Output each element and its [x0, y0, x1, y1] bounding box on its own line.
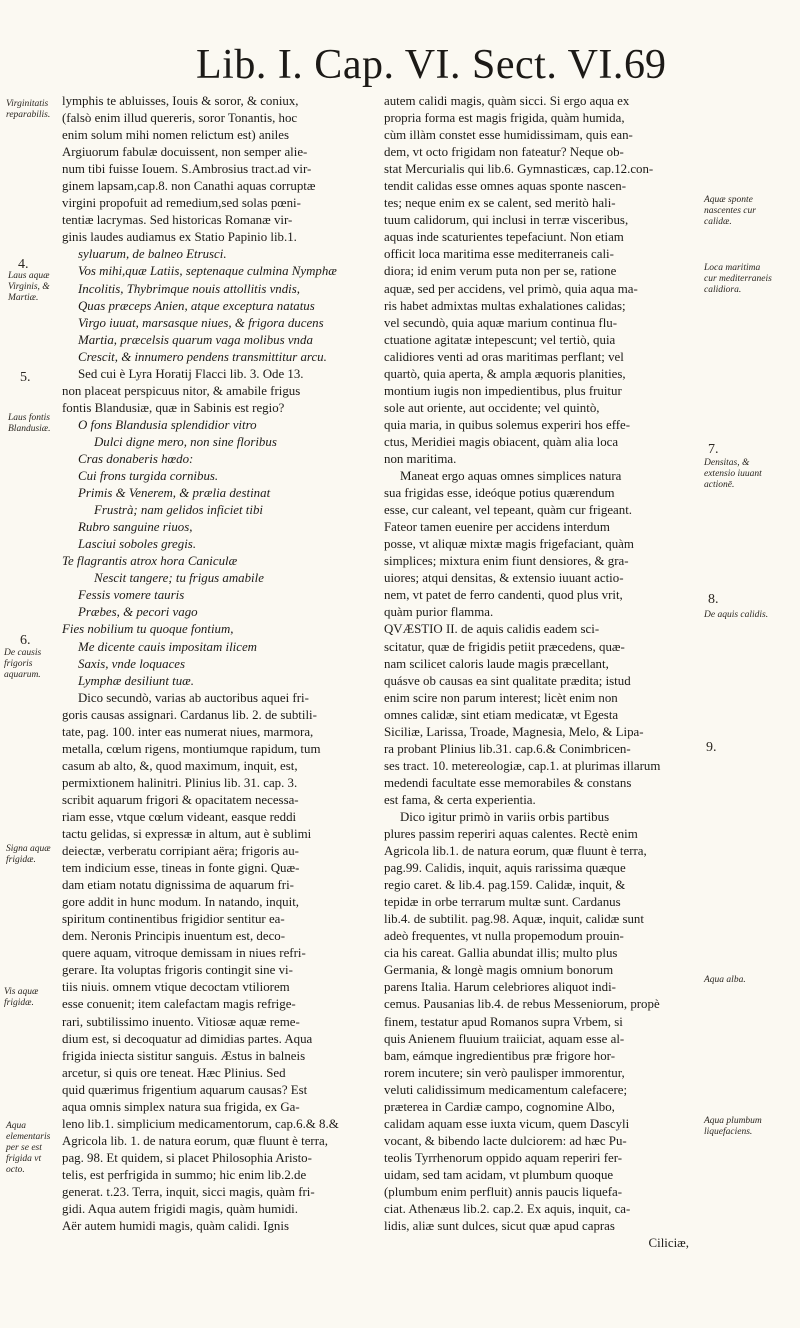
- margin-note: [8, 271, 60, 304]
- text-line: pag. 98. Et quidem, si placet Philosophia Aristo-: [62, 1150, 312, 1165]
- verse-line: Lymphæ desiliunt tuæ.: [78, 673, 194, 688]
- text-line: ginem lapsam,cap.8. non Canathi aquas corruptæ: [62, 179, 316, 194]
- margin-note: [704, 458, 774, 491]
- text-line: diora; id enim verum puta non per se, ratione: [384, 264, 617, 279]
- verse-line: Rubro sanguine riuos,: [78, 520, 193, 535]
- text-line: telis, est perfrigida in summo; hic enim lib.2.de: [62, 1167, 307, 1182]
- text-line: Agricola lib. 1. de natura eorum, quæ fluunt è terra,: [62, 1133, 328, 1148]
- verse-line: Fies nobilium tu quoque fontium,: [62, 622, 234, 637]
- verse-line: Cui frons turgida cornibus.: [78, 469, 219, 484]
- text-line: ctuatione agitatæ intepescunt; vel tertiò, quia: [384, 332, 616, 347]
- text-line: ctus, Meridiei magis obiacent, quàm alia loca: [384, 434, 619, 449]
- text-line: non maritima.: [384, 451, 457, 466]
- text-line: esse conuenit; item calefactam magis refrige-: [62, 997, 296, 1012]
- verse-line: Te flagrantis atrox hora Caniculæ: [62, 554, 238, 569]
- text-line: lidis, aliæ sunt dulces, sicut quæ apud capras: [384, 1219, 615, 1234]
- text-line: calidam aquam esse iuxta vicum, quem Dascyli: [384, 1116, 630, 1131]
- section-number: 8.: [708, 592, 719, 607]
- text-line: autem calidi magis, quàm sicci. Si ergo aqua ex: [384, 94, 630, 108]
- text-line: quid quærimus frigentium aquarum causas? Est: [62, 1082, 308, 1097]
- text-line: posse, vt aliquæ mixtæ magis frigefaciant, quàm: [384, 537, 634, 552]
- section-number: 6.: [20, 633, 31, 648]
- text-line: permixtionem halinitri. Plinius lib. 31. cap. 3.: [62, 775, 298, 790]
- text-line: ses tract. 10. metereologiæ, cap.1. at plurimas illarum: [384, 758, 661, 773]
- text-line: pag.99. Calidis, inquit, aquis rarissima quæque: [384, 861, 626, 876]
- text-line: Ciliciæ,: [648, 1236, 689, 1251]
- text-line: tentiæ lacrymas. Sed historicas Romanæ vir-: [62, 213, 293, 228]
- margin-note-text: Densitas, & extensio iuuant actionē.: [704, 458, 762, 490]
- verse-line: O fons Blandusia splendidior vitro: [78, 417, 257, 432]
- margin-note: [704, 610, 774, 621]
- text-line: simplices; mixtura enim fiunt densiores, & gra-: [384, 554, 629, 569]
- margin-note-text: Aqua elementaris per se est frigida vt octo.: [6, 1121, 51, 1175]
- text-line: sole aut oriente, aut occidente; vel quintò,: [384, 400, 600, 415]
- text-line: ginis laudes audiamus ex Statio Papinio lib.1.: [62, 230, 297, 245]
- margin-note-text: De aquis calidis.: [704, 610, 769, 620]
- text-line: Fateor tamen euenire per accidens interdum: [384, 520, 610, 535]
- text-line: bam, eámque ingredientibus præ frigore hor-: [384, 1048, 615, 1063]
- text-line: teolis Tyrrhenorum oppido aquam reperiri fer-: [384, 1150, 623, 1165]
- text-line: montium iugis non impedientibus, plus fruitur: [384, 383, 622, 398]
- margin-note: [6, 1121, 60, 1176]
- text-line: vel secundò, quia aquæ marium continua flu-: [384, 315, 618, 330]
- margin-note-text: Laus aquæ Virginis, & Martiæ.: [8, 271, 50, 303]
- verse-line: Nescit tangere; tu frigus amabile: [94, 571, 264, 586]
- text-line: riam esse, vtque cœlum videant, easque reddi: [62, 809, 297, 824]
- text-line: scitatur, quæ de frigidis petiit præcedens, quæ-: [384, 639, 625, 654]
- text-line: nam scilicet caloris laude magis præcellant,: [384, 656, 609, 671]
- text-line: aquas inde scaturientes tepefaciunt. Non etiam: [384, 230, 624, 245]
- text-line: dem, vt octo frigidam non fateatur? Neque ob-: [384, 145, 624, 160]
- text-line: regio caret. & lib.4. pag.159. Calidæ, inquit, &: [384, 878, 626, 893]
- text-line: plures passim reperiri aquas calentes. Rectè enim: [384, 827, 638, 842]
- margin-note: [6, 99, 60, 121]
- text-line: dem. Neronis Principis inuentum est, deco-: [62, 929, 286, 944]
- text-line: Siciliæ, Larissa, Troade, Magnesia, Melo, & Lipa-: [384, 724, 644, 739]
- text-line: virgini propofuit ad remedium,sed solas pœni-: [62, 196, 301, 211]
- text-line: vocant, & bibendo lacte dulciorem: ad hæc Pu-: [384, 1133, 627, 1148]
- margin-note-text: Laus fontis Blandusiæ.: [8, 413, 51, 434]
- verse-line: Me dicente cauis impositam ilicem: [78, 639, 257, 654]
- text-line: tem indicium esse, tineas in fonte gigni. Quæ-: [62, 861, 300, 876]
- right-text-column: [384, 93, 689, 1252]
- text-line: veluti calidissimum medicamentum calefacere;: [384, 1082, 628, 1097]
- text-line: deiectæ, verberatu corripiant aëra; frigoris au-: [62, 844, 299, 859]
- text-line: tactu gelidas, si expressæ in altum, aut è sublimi: [62, 827, 312, 842]
- text-line: enim solum mihi nomen relictum est) aniles: [62, 128, 289, 143]
- text-line: præterea in Cardiæ campo, cognomine Albo,: [384, 1099, 615, 1114]
- text-line: syluarum, de balneo Etrusci.: [78, 247, 227, 262]
- text-line: rari, subtilissimo inuento. Vitiosæ aquæ reme-: [62, 1014, 300, 1029]
- verse-line: Virgo iuuat, marsasque niues, & frigora ducens: [78, 315, 324, 330]
- text-line: goris causas assignari. Cardanus lib. 2. de subtili-: [62, 707, 317, 722]
- section-number: 5.: [20, 370, 31, 385]
- margin-note-text: Virginitatis reparabilis.: [6, 99, 51, 120]
- verse-line: Præbes, & pecori vago: [78, 605, 198, 620]
- text-line: aquæ, sed per accidens, vel primò, quia aqua ma-: [384, 281, 638, 296]
- margin-note-text: Signa aquæ frigidæ.: [6, 844, 51, 865]
- verse-line: Fessis vomere tauris: [78, 588, 185, 603]
- text-line: (plumbum enim perfluit) annis paucis liquefa-: [384, 1185, 623, 1199]
- text-line: lymphis te abluisses, Iouis & soror, & coniux,: [62, 94, 299, 108]
- verse-line: Incolitis, Thybrimque nouis attollitis vndis,: [78, 281, 301, 296]
- text-line: Argiuorum fabulæ docuissent, non semper alie-: [62, 145, 308, 160]
- running-title: Lib. I. Cap. VI. Sect. VI.: [196, 42, 624, 88]
- text-line: gidi. Aqua autem frigidi magis, quàm humidi.: [62, 1202, 298, 1217]
- text-line: sua frigidas esse, ideóque potius quærendum: [384, 486, 615, 501]
- verse-line: Quas præceps Anien, atque exceptura natatus: [78, 298, 315, 313]
- margin-note-text: Loca maritima cur mediterraneis calidiora.: [704, 263, 772, 295]
- text-line: fontis Blandusiæ, quæ in Sabinis est regio?: [62, 400, 285, 415]
- text-line: enim scire non parum interest; licèt enim non: [384, 690, 618, 705]
- text-line: uiores; atqui densitas, & extensio iuuant actio-: [384, 571, 624, 586]
- margin-note: [6, 844, 60, 866]
- text-line: non placeat perspicuus nitor, & amabile frigus: [62, 383, 301, 398]
- verse-line: Saxis, vnde loquaces: [78, 656, 186, 671]
- text-line: QVÆSTIO II. de aquis calidis eadem sci-: [384, 622, 600, 637]
- margin-note: [704, 195, 774, 228]
- text-line: Maneat ergo aquas omnes simplices natura: [400, 469, 622, 484]
- text-line: metalla, cœlum rigens, montiumque rapidum, tum: [62, 741, 321, 756]
- text-line: quia maria, in quibus solemus experiri hos effe-: [384, 417, 631, 432]
- text-line: tate, pag. 100. inter eas numerat niues, marmora,: [62, 724, 314, 739]
- text-line: rorem incutere; sin verò paulisper immorentur,: [384, 1065, 625, 1080]
- margin-note: [704, 1116, 774, 1138]
- text-line: officit loca maritima esse mediterraneis cali-: [384, 247, 614, 262]
- text-line: medendi facultate esse memorabiles & constans: [384, 775, 632, 790]
- margin-note-text: Aqua alba.: [704, 975, 746, 985]
- verse-line: Frustrà; nam gelidos inficiet tibi: [94, 503, 264, 518]
- margin-note-text: Vis aquæ frigidæ.: [4, 987, 39, 1008]
- text-line: propria forma est magis frigida, quàm humida,: [384, 111, 625, 126]
- text-line: ra probant Plinius lib.31. cap.6.& Conimbricen-: [384, 741, 631, 756]
- verse-line: Martia, præcelsis quarum vaga molibus vnda: [78, 332, 313, 347]
- text-line: Agricola lib.1. de natura eorum, quæ fluunt è terra,: [384, 844, 647, 859]
- text-line: casum ab alto, &, quod maximum, inquit, est,: [62, 758, 298, 773]
- text-line: generat. t.23. Terra, inquit, sicci magis, quàm fri-: [62, 1185, 315, 1199]
- text-line: gerare. Ita voluptas frigoris contingit sine vi-: [62, 963, 293, 978]
- text-line: uidam, sed tam acidam, vt plumbum quoque: [384, 1167, 614, 1182]
- text-line: est fama, & certa experientia.: [384, 792, 536, 807]
- text-line: spiritum continentibus frigidior sentitur ea-: [62, 912, 285, 927]
- verse-line: Lasciui soboles gregis.: [78, 537, 197, 552]
- verse-line: Cras donaberis hœdo:: [78, 451, 194, 466]
- verse-line: Vos mihi,quæ Latiis, septenaque culmina Nymphæ: [78, 264, 337, 279]
- text-line: quere aquam, vitroque demissam in niues refri-: [62, 946, 306, 961]
- text-line: stat Mercurialis qui lib.6. Gymnasticæs, cap.12.con-: [384, 162, 654, 177]
- margin-note: [4, 987, 60, 1009]
- text-line: arcetur, si quis ore teneat. Hæc Plinius. Sed: [62, 1065, 286, 1080]
- text-line: lib.4. de subtilit. pag.98. Aquæ, inquit, calidæ sunt: [384, 912, 644, 927]
- text-line: quartò, quia aperta, & ampla æquoris planities,: [384, 366, 626, 381]
- text-line: quàm purior flamma.: [384, 605, 494, 620]
- verse-line: Dulci digne mero, non sine floribus: [94, 434, 277, 449]
- text-line: frigida iniecta sistitur sanguis. Æstus in balneis: [62, 1048, 306, 1063]
- text-line: cemus. Pausanias lib.4. de rebus Messeniorum, propè: [384, 997, 660, 1012]
- text-line: quásve ob causas ea sint qualitate prædita; istud: [384, 673, 631, 688]
- verse-line: Primis & Venerem, & prælia destinat: [78, 486, 271, 501]
- text-line: nem, vt patet de ferro candenti, quod plus vrit,: [384, 588, 623, 603]
- section-number: 4.: [18, 257, 29, 272]
- page-number: 69: [624, 42, 666, 88]
- text-line: aqua omnis simplex natura sua frigida, ex Ga-: [62, 1099, 300, 1114]
- margin-note: [704, 263, 774, 296]
- text-line: scribit aquarum frigori & opacitatem necessa-: [62, 792, 299, 807]
- text-line: Dico igitur primò in variis orbis partibus: [400, 809, 610, 824]
- margin-note: [704, 975, 774, 986]
- text-line: ris habet admixtas multas exhalationes calidas;: [384, 298, 626, 313]
- margin-note-text: Aqua plumbum liquefaciens.: [704, 1116, 762, 1137]
- text-line: (falsò enim illud quereris, soror Tonantis, hoc: [62, 111, 298, 126]
- left-text-column: [62, 93, 362, 1235]
- margin-note: [8, 413, 60, 435]
- text-line: tes; neque enim ex se calent, sed meritò hali-: [384, 196, 616, 211]
- text-line: esse, cur caleant, vel tepeant, quàm cur frigeant.: [384, 503, 633, 518]
- text-line: cùm illàm constet esse humidissimam, quis ean-: [384, 128, 633, 143]
- text-line: gore addit in hunc modum. In natando, inquit,: [62, 895, 300, 910]
- text-line: Sed cui è Lyra Horatij Flacci lib. 3. Ode 13.: [78, 366, 304, 381]
- text-line: calidiores venti ad oras maritimas perflant; vel: [384, 349, 624, 364]
- section-number: 9.: [706, 740, 717, 755]
- text-line: tendit calidas esse omnes aquas sponte nascen-: [384, 179, 626, 194]
- verse-line: Crescit, & innumero pendens transmittitur arcu.: [78, 349, 327, 364]
- text-line: tuum calidorum, qui inclusi in terræ visceribus,: [384, 213, 629, 228]
- section-number: 7.: [708, 442, 719, 457]
- text-line: tepidæ in orbe terrarum multæ sunt. Cardanus: [384, 895, 621, 910]
- margin-note-text: Aquæ sponte nascentes cur calidæ.: [704, 195, 756, 227]
- text-line: num tibi fuisse Iouem. S.Ambrosius tract.ad vir-: [62, 162, 312, 177]
- text-line: Aër autem humidi magis, quàm calidi. Ignis: [62, 1219, 289, 1234]
- text-line: ciat. Athenæus lib.2. cap.2. Ex aquis, inquit, ca-: [384, 1202, 631, 1217]
- text-line: finem, testatur apud Romanos supra Vrbem, si: [384, 1014, 623, 1029]
- text-line: parens Italia. Harum celebriores aliquot indi-: [384, 980, 616, 995]
- text-line: dium est, si decoquatur ad dimidias partes. Aqua: [62, 1031, 313, 1046]
- margin-note: [4, 648, 62, 681]
- text-line: Dico secundò, varias ab auctoribus aquei fri-: [78, 690, 309, 705]
- text-line: Germania, & longè magis omnium bonorum: [384, 963, 614, 978]
- text-line: omnes calidæ, sint etiam medicatæ, vt Egesta: [384, 707, 619, 722]
- text-line: tiis niuis. omnem vtique decoctam vtiliorem: [62, 980, 290, 995]
- text-line: leno lib.1. simplicium medicamentorum, cap.6.& 8.&: [62, 1116, 339, 1131]
- text-line: cia his careat. Gallia abundat illis; multo plus: [384, 946, 618, 961]
- text-line: dam etiam notatu dignissima de aquarum fri-: [62, 878, 294, 893]
- text-line: quis Anienem fluuium traiiciat, aquam esse al-: [384, 1031, 625, 1046]
- margin-note-text: De causis frigoris aquarum.: [4, 648, 42, 680]
- text-line: adeò frequentes, vt nulla propemodum prouin-: [384, 929, 624, 944]
